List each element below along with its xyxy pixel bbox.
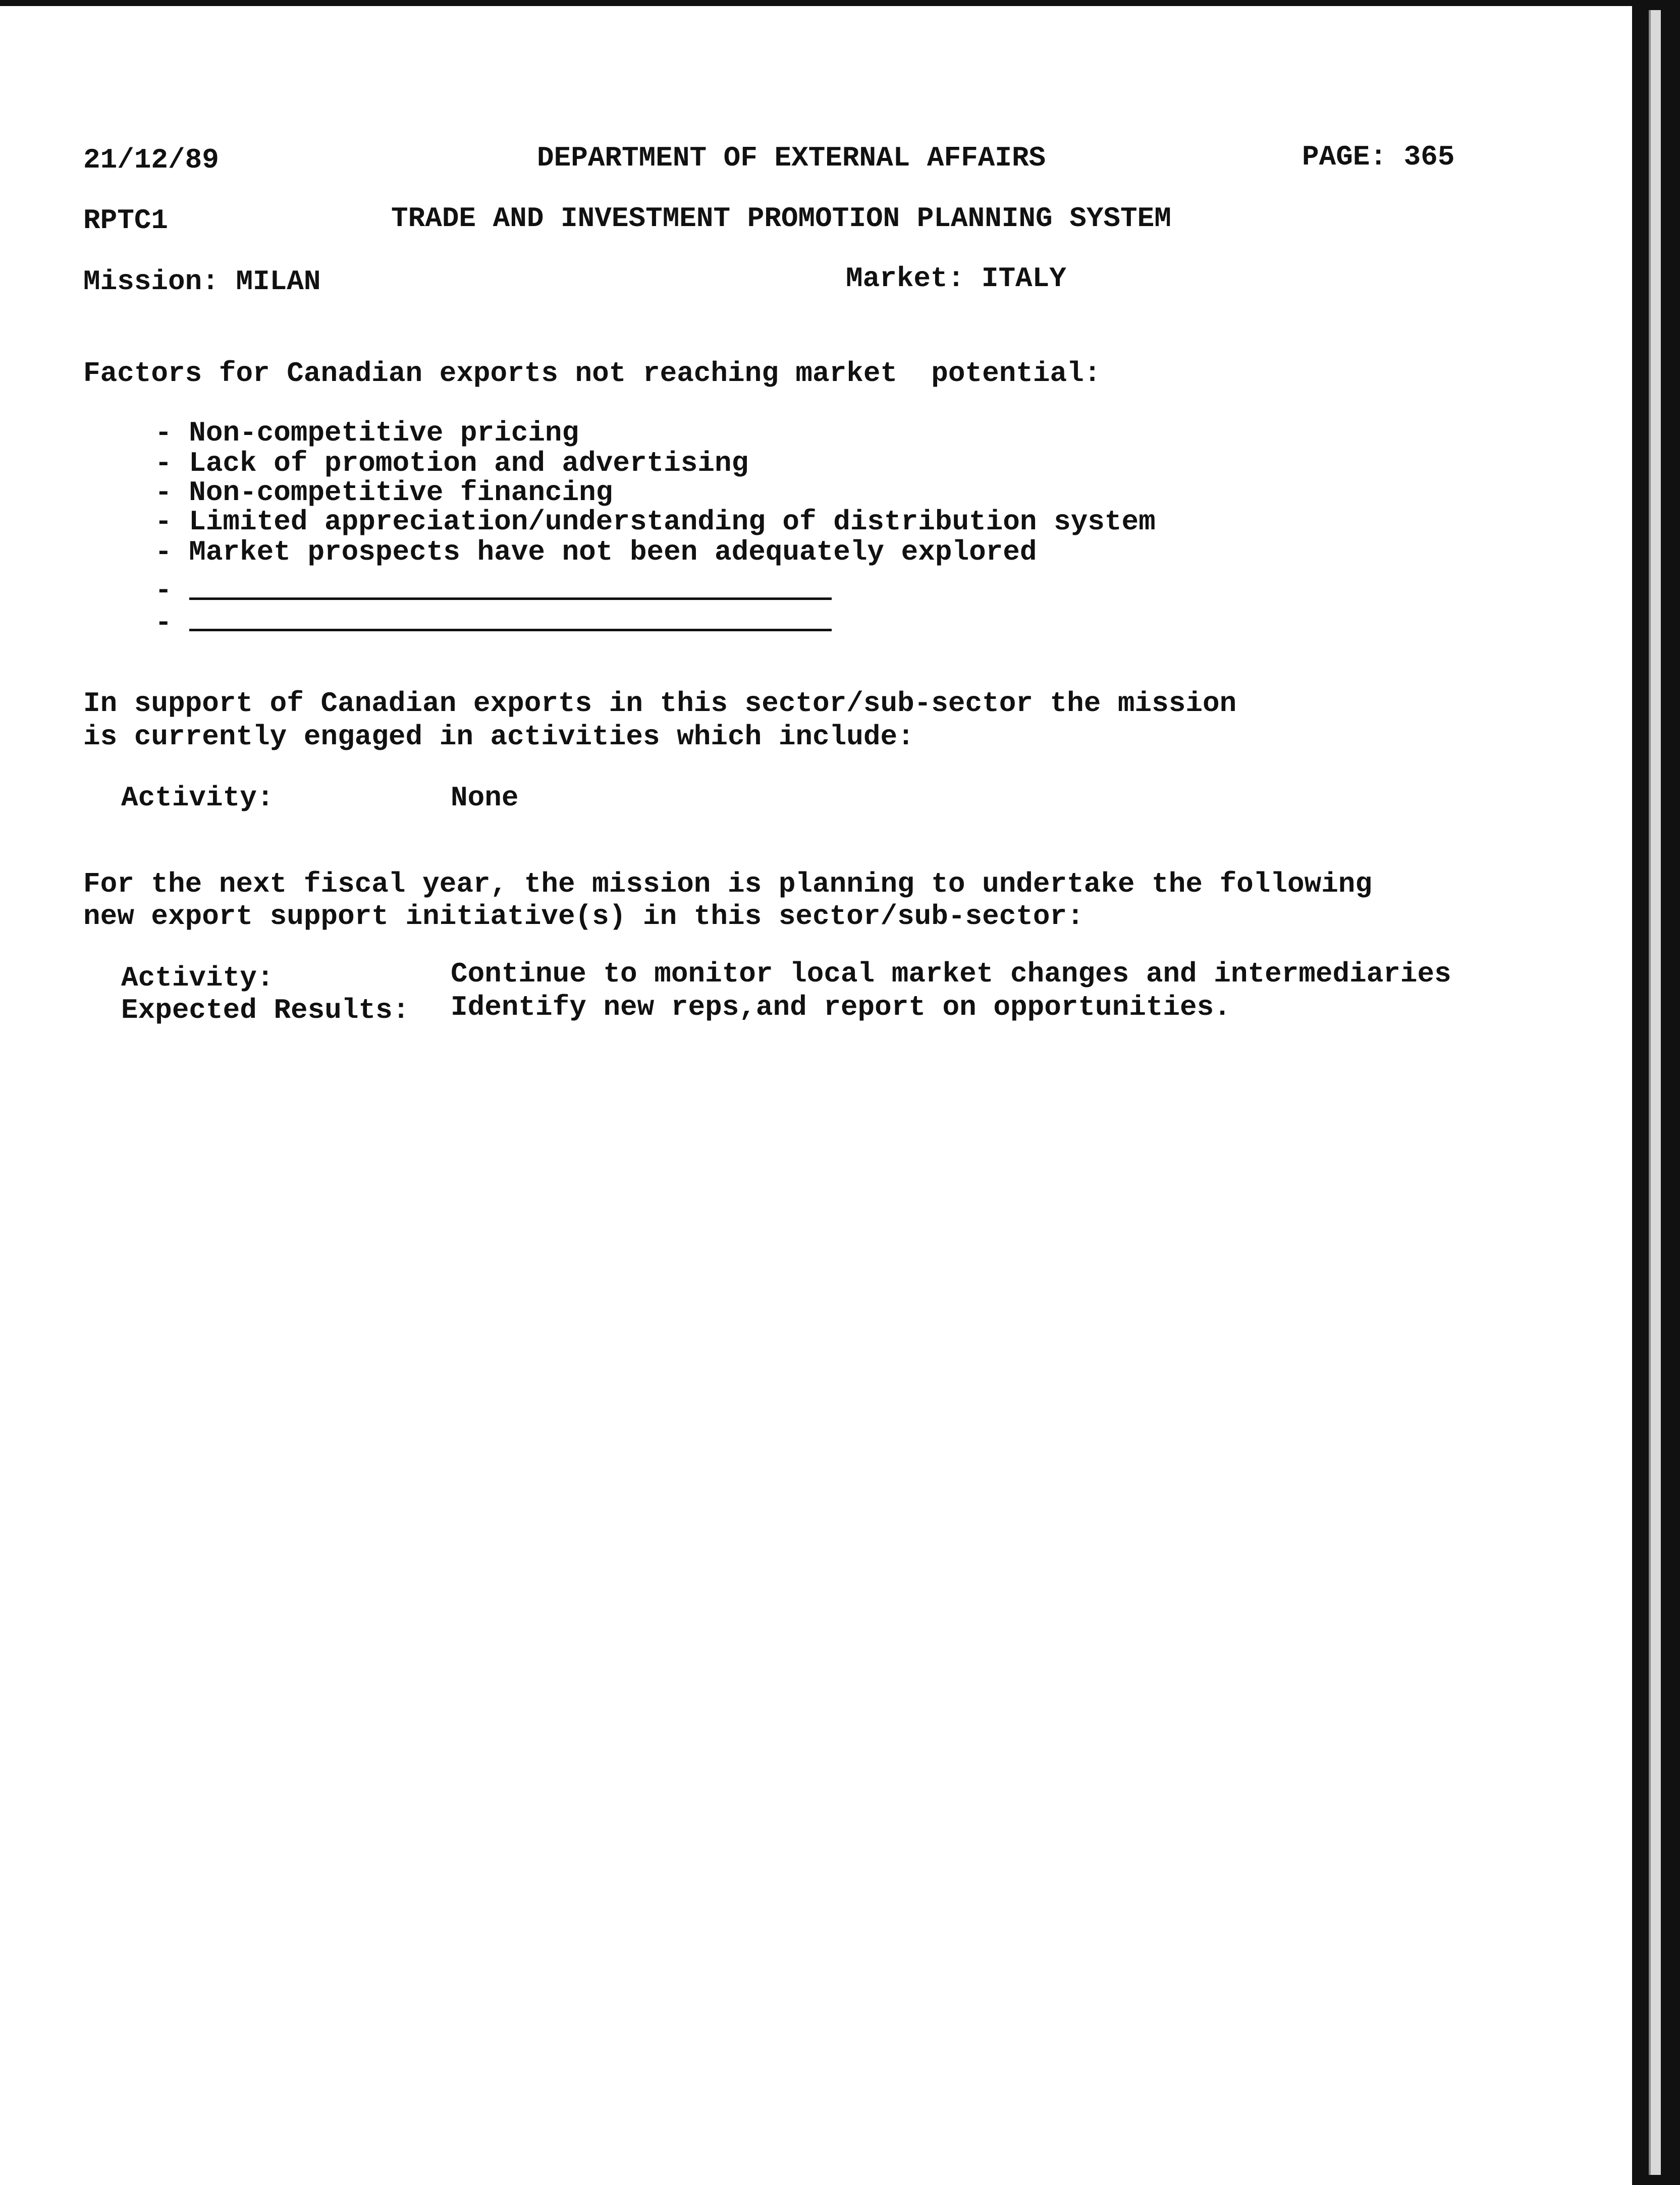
market-field: Market: ITALY — [846, 262, 1066, 295]
current-support-text: is currently engaged in activities which include: — [83, 721, 914, 753]
report-code: RPTC1 — [83, 204, 169, 237]
blank-factor-underline — [189, 597, 832, 600]
factor-item-blank: - — [155, 607, 172, 639]
factor-item: - Non-competitive financing — [155, 476, 613, 509]
factor-item-blank: - — [155, 574, 172, 607]
scan-right-edge-paper — [1649, 10, 1661, 2175]
department-title: DEPARTMENT OF EXTERNAL AFFAIRS — [537, 142, 1046, 174]
current-support-text: In support of Canadian exports in this sector/sub-sector the mission — [83, 687, 1237, 720]
scan-top-edge — [0, 0, 1680, 6]
next-activity-label: Activity: — [121, 962, 274, 994]
mission-field: Mission: MILAN — [83, 265, 321, 298]
factor-item: - Market prospects have not been adequately explored — [155, 536, 1037, 568]
report-date: 21/12/89 — [83, 144, 219, 176]
next-year-text: new export support initiative(s) in this sector/sub-sector: — [83, 900, 1084, 933]
factor-item: - Non-competitive pricing — [155, 417, 579, 449]
factors-heading: Factors for Canadian exports not reaching market potential: — [83, 357, 1101, 390]
system-title: TRADE AND INVESTMENT PROMOTION PLANNING SYSTEM — [391, 202, 1171, 235]
next-year-text: For the next fiscal year, the mission is planning to undertake the following — [83, 868, 1373, 900]
next-activity-value: Continue to monitor local market changes and intermediaries — [451, 958, 1451, 990]
scan-right-edge — [1632, 0, 1680, 2185]
page-number: PAGE: 365 — [1302, 141, 1455, 173]
blank-factor-underline — [189, 629, 832, 631]
factor-item: - Lack of promotion and advertising — [155, 447, 749, 479]
expected-results-value: Identify new reps,and report on opportunities. — [451, 991, 1231, 1023]
factor-item: - Limited appreciation/understanding of distribution system — [155, 506, 1156, 538]
current-activity-value: None — [451, 782, 519, 814]
current-activity-label: Activity: — [121, 782, 274, 814]
expected-results-label: Expected Results: — [121, 994, 410, 1026]
